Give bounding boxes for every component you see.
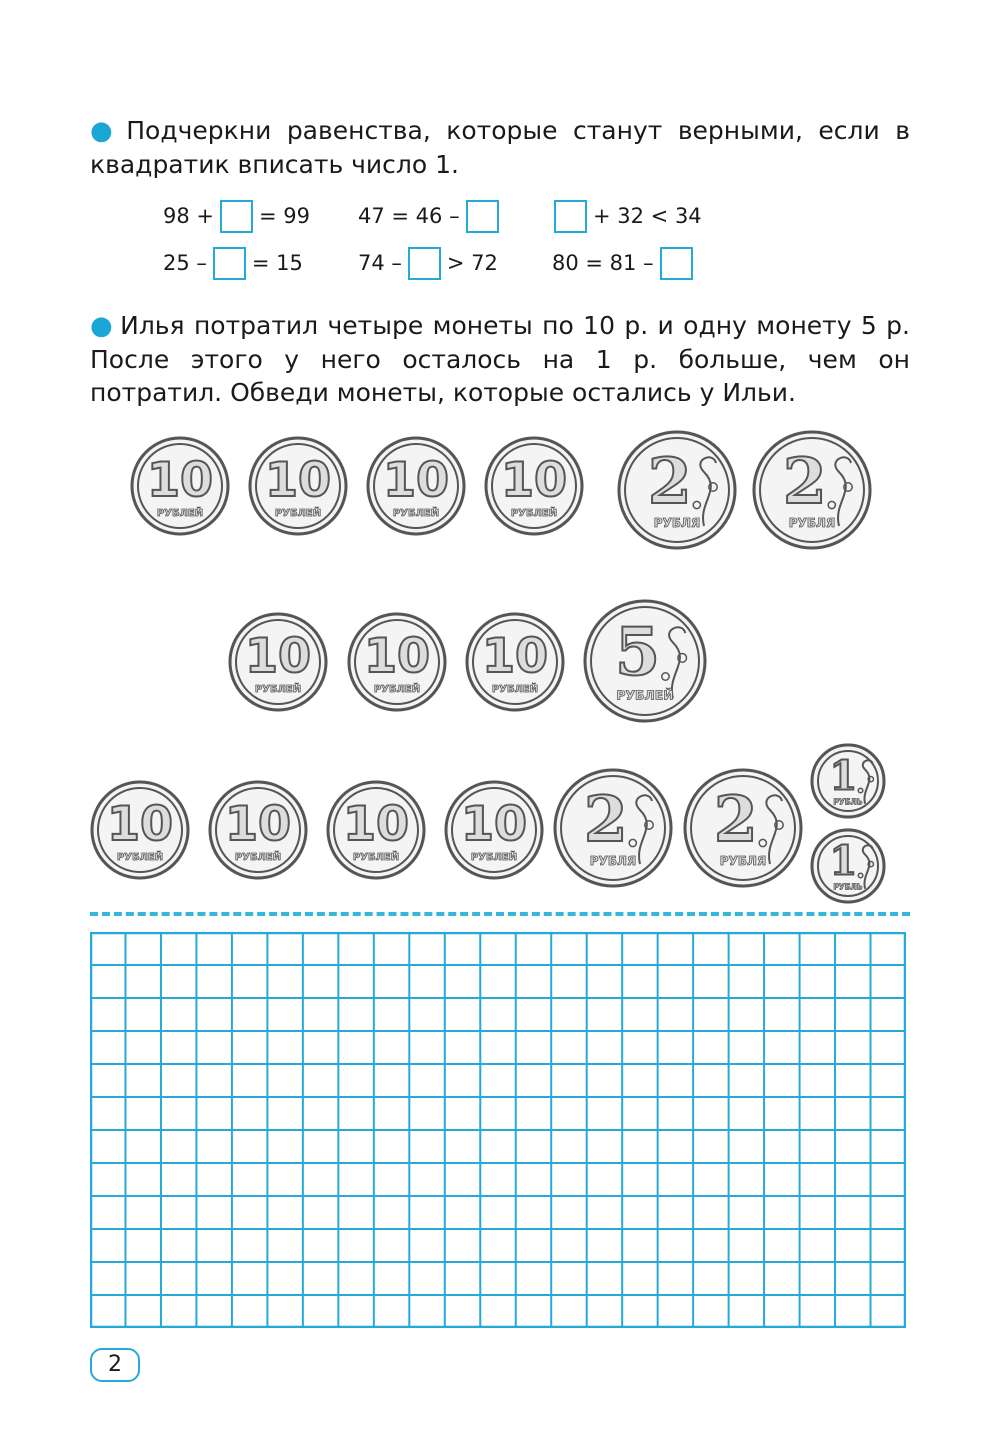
coin-label: РУБЛЕЙ: [116, 852, 164, 863]
coin-label: РУБЛЕЙ: [470, 852, 518, 863]
coin-value: 1: [829, 838, 858, 885]
coin-label: РУБЛЕЙ: [254, 684, 302, 695]
answer-box[interactable]: [466, 200, 499, 233]
task-2-text: ● Илья потратил четыре монеты по 10 р. и одну монету 5 р. После этого у него осталось на 1 р. больше, чем он потратил. Обведи монеты, которые остались у Ильи.: [90, 311, 910, 407]
coin-label: РУБЛЕЙ: [510, 508, 558, 519]
task-1-text: ● Подчеркни равенства, которые станут верными, если в квадратик вписать число 1.: [90, 116, 911, 179]
page-number: 2: [90, 1348, 140, 1382]
coin-value: 10: [106, 797, 174, 852]
coin-value: 2: [713, 782, 758, 857]
coin-value: 10: [363, 629, 431, 684]
dashed-divider: [90, 912, 910, 916]
squared-grid: [90, 932, 906, 1328]
coin-two[interactable]: [617, 430, 737, 550]
equation-4: 25 – = 15: [163, 245, 303, 281]
coin-value: 10: [481, 629, 549, 684]
answer-box[interactable]: [660, 247, 693, 280]
coin-label: РУБЛЬ: [833, 882, 863, 892]
coin-value: 10: [264, 453, 332, 508]
coin-one[interactable]: [810, 743, 886, 819]
coin-ten[interactable]: [444, 780, 544, 880]
answer-box[interactable]: [408, 247, 441, 280]
coin-value: 10: [382, 453, 450, 508]
coin-label: РУБЛЯ: [719, 854, 767, 869]
coin-value: 10: [146, 453, 214, 508]
coin-five[interactable]: [583, 599, 707, 723]
answer-box[interactable]: [554, 200, 587, 233]
coin-label: РУБЛЯ: [653, 516, 701, 531]
coin-label: РУБЛЕЙ: [234, 852, 282, 863]
coin-value: 2: [583, 782, 628, 857]
equation-1: 98 + = 99: [163, 198, 310, 234]
answer-box[interactable]: [213, 247, 246, 280]
coin-value: 10: [500, 453, 568, 508]
coin-ten[interactable]: [90, 780, 190, 880]
equation-5: 74 – > 72: [358, 245, 498, 281]
coin-one[interactable]: [810, 828, 886, 904]
coin-ten[interactable]: [130, 436, 230, 536]
coin-label: РУБЛЕЙ: [274, 508, 322, 519]
coin-ten[interactable]: [248, 436, 348, 536]
coin-label: РУБЛЕЙ: [156, 508, 204, 519]
coin-label: РУБЛЕЙ: [616, 687, 674, 703]
coin-label: РУБЛЯ: [589, 854, 637, 869]
coin-label: РУБЛЕЙ: [352, 852, 400, 863]
coin-two[interactable]: [553, 768, 673, 888]
coin-ten[interactable]: [228, 612, 328, 712]
bullet-icon: ●: [90, 311, 115, 341]
equation-6: 80 = 81 –: [552, 245, 695, 281]
coin-ten[interactable]: [465, 612, 565, 712]
coin-value: 10: [342, 797, 410, 852]
coin-value: 10: [244, 629, 312, 684]
coin-label: РУБЛЯ: [788, 516, 836, 531]
coin-label: РУБЛЕЙ: [373, 684, 421, 695]
coin-label: РУБЛЕЙ: [392, 508, 440, 519]
coin-value: 1: [829, 753, 858, 800]
coin-ten[interactable]: [326, 780, 426, 880]
coin-value: 10: [460, 797, 528, 852]
coin-value: 5: [614, 614, 661, 691]
coin-ten[interactable]: [347, 612, 447, 712]
coin-ten[interactable]: [484, 436, 584, 536]
answer-box[interactable]: [220, 200, 253, 233]
coin-two[interactable]: [683, 768, 803, 888]
coin-label: РУБЛЬ: [833, 797, 863, 807]
coin-ten[interactable]: [366, 436, 466, 536]
coin-two[interactable]: [752, 430, 872, 550]
bullet-icon: ●: [90, 116, 121, 146]
equation-3: + 32 < 34: [552, 198, 702, 234]
coin-ten[interactable]: [208, 780, 308, 880]
equation-2: 47 = 46 –: [358, 198, 501, 234]
coin-value: 10: [224, 797, 292, 852]
coin-value: 2: [647, 444, 692, 519]
coin-value: 2: [782, 444, 827, 519]
coin-label: РУБЛЕЙ: [491, 684, 539, 695]
